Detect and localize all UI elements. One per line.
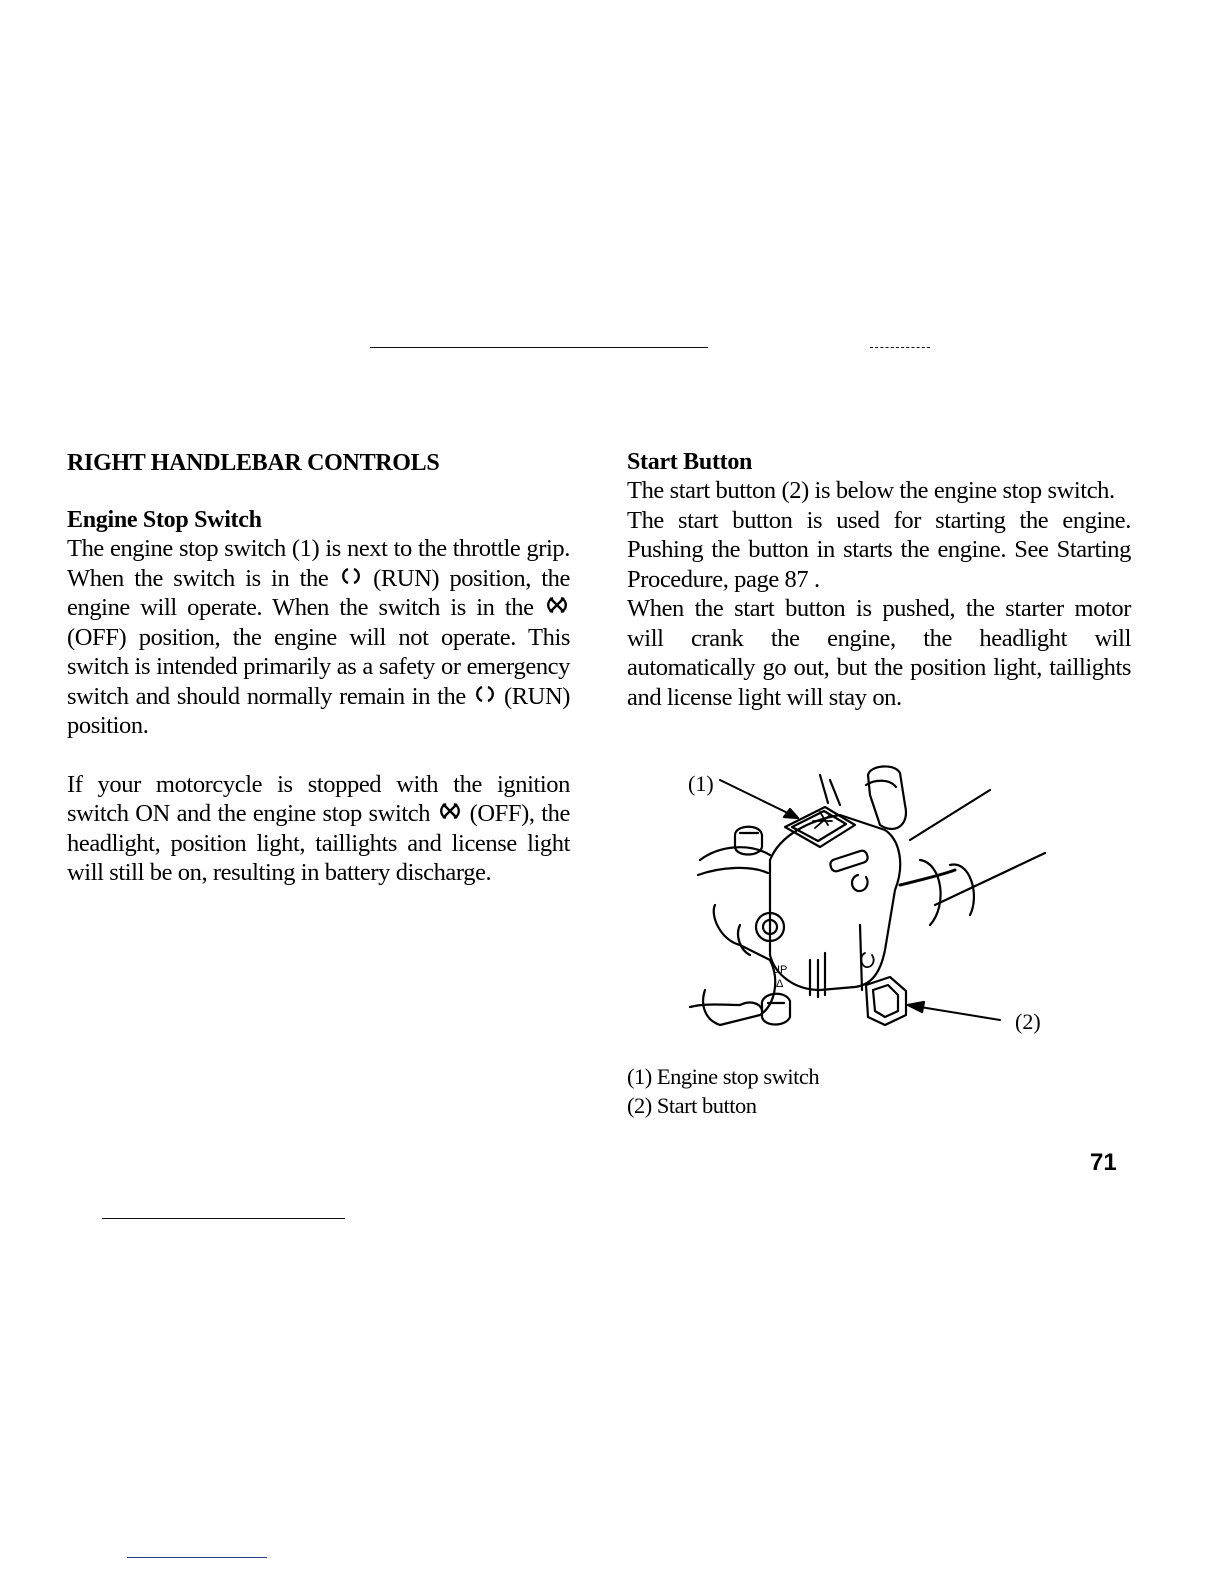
svg-text:Δ: Δ	[776, 978, 784, 990]
handlebar-illustration	[680, 765, 1060, 1055]
engine-stop-paragraph-1: The engine stop switch (1) is next to the throttle grip. When the switch is in the (RUN) position, the engine will operate. When the switch is in the (OFF) position, the engine will not operate. This switch is intended primarily as a safety or emergency switch and should normally remain in the (RUN) position.	[67, 535, 570, 739]
section-title: RIGHT HANDLEBAR CONTROLS	[67, 450, 440, 476]
engine-stop-heading: Engine Stop Switch	[67, 507, 262, 533]
svg-text:UP: UP	[772, 964, 788, 976]
bottom-rule	[102, 1218, 345, 1219]
top-rule	[370, 347, 708, 348]
off-symbol-icon	[546, 593, 568, 623]
figure-caption	[627, 1063, 819, 1120]
bottom-edge-rule	[127, 1557, 267, 1558]
callout-2-label: (2)	[1015, 1009, 1041, 1034]
top-rule-fragment	[870, 347, 930, 348]
run-symbol-icon	[475, 682, 495, 712]
page-number: 71	[1090, 1149, 1117, 1176]
caption-2: (2) Start button	[627, 1092, 757, 1118]
start-button-paragraph-2: The start button is used for starting the engine. Pushing the button in starts the engine. See Starting Procedure, page 87 .	[627, 506, 1131, 593]
off-symbol-icon	[439, 799, 461, 829]
callout-1-label: (1)	[688, 771, 714, 796]
start-button-heading: Start Button	[627, 449, 753, 475]
engine-stop-paragraph-2: If your motorcycle is stopped with the ignition switch ON and the engine stop switch (OFF), the headlight, position light, taillights and license light will still be on, resulting in battery discharge.	[67, 770, 571, 886]
right-column	[627, 448, 1131, 712]
left-column	[67, 448, 570, 888]
run-symbol-icon	[341, 564, 361, 594]
start-button-paragraph-3: When the start button is pushed, the starter motor will crank the engine, the headlight will automatically go out, but the position light, taillights and license light will stay on.	[627, 595, 1131, 711]
caption-1: (1) Engine stop switch	[627, 1064, 820, 1089]
start-button-paragraph-1: The start button (2) is below the engine stop switch.	[627, 477, 1115, 504]
